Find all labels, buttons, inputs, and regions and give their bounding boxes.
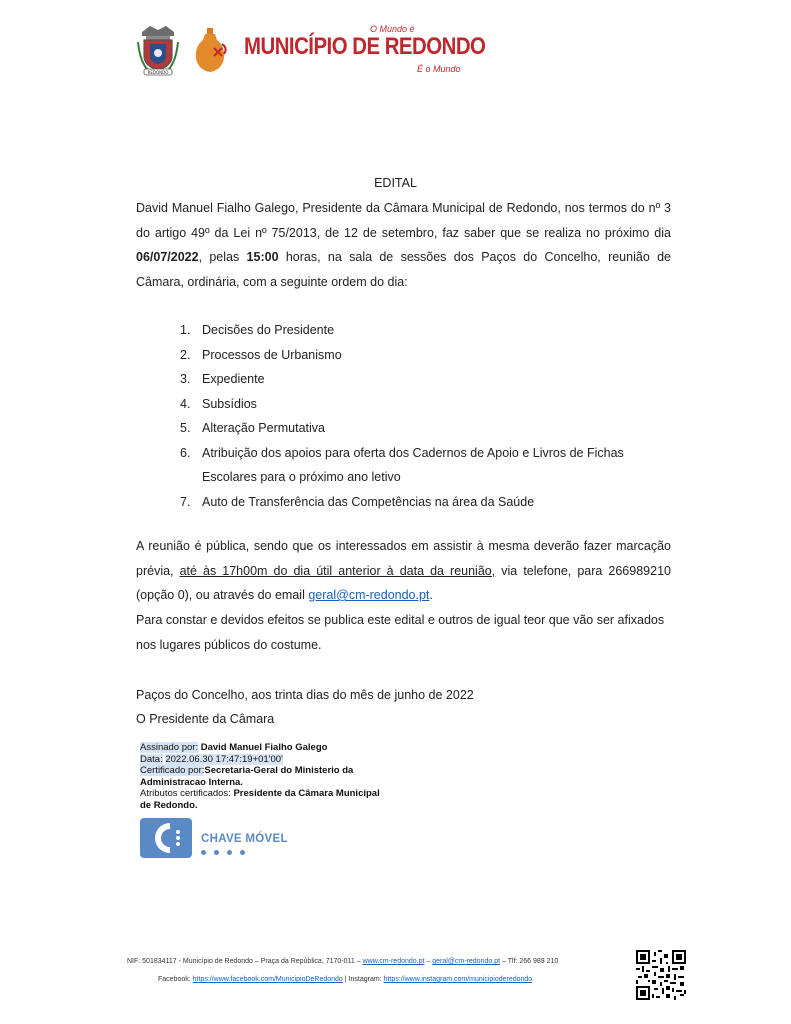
agenda-item <box>180 367 672 392</box>
footer-email-link[interactable]: geral@cm-redondo.pt <box>432 958 501 965</box>
agenda-item-text: Subsídios <box>202 396 257 411</box>
agenda-item-text: Auto de Transferência das Competências na área da Saúde <box>202 494 535 509</box>
meeting-time: 15:00 <box>246 250 279 264</box>
certified-label: Certificado por: <box>140 765 205 776</box>
signer-role: O Presidente da Câmara <box>136 712 275 726</box>
agenda-item <box>180 318 672 343</box>
intro-text-part3: horas, na sala de sessões dos Paços do Concelho, reunião de Câmara, ordinária, com a seguinte ordem do dia: <box>136 250 671 289</box>
meeting-date: 06/07/2022 <box>136 250 199 264</box>
footer-instagram-link[interactable]: https://www.instagram.com/municipioderedondo <box>383 976 533 983</box>
public-text-part3: . <box>429 588 433 602</box>
brand-tagline-top: O Mundo é <box>370 24 415 34</box>
agenda-item-number: 1. <box>180 323 191 337</box>
agenda-item-number: 3. <box>180 372 191 386</box>
closing-paragraph: Para constar e devidos efeitos se publica este edital e outros de igual teor que vão ser afixados nos lugares públicos do costume. <box>136 613 665 652</box>
brand-tagline-bottom: É o Mundo <box>417 64 461 74</box>
svg-text:REDONDO: REDONDO <box>147 70 169 75</box>
agenda-item <box>180 343 672 368</box>
intro-text-part1: David Manuel Fialho Galego, Presidente da Câmara Municipal de Redondo, nos termos do nº 3 do artigo 49º da Lei nº 75/2013, de 12 de setembro, faz saber que se realiza no próximo dia <box>136 201 671 240</box>
footer-website-link[interactable]: www.cm-redondo.pt <box>362 958 425 965</box>
agenda-item <box>180 490 672 515</box>
chave-movel-icon <box>140 818 192 858</box>
agenda-item-number: 4. <box>180 396 191 411</box>
agenda-item-number: 2. <box>180 347 191 362</box>
signed-by: David Manuel Fialho Galego <box>200 742 328 753</box>
agenda-item-number: 6. <box>180 445 191 460</box>
public-text-part2: via telefone, para 266989210 (opção 0), ou através do email <box>136 563 671 602</box>
footer-facebook-label: Facebook: <box>158 976 193 983</box>
digital-signature-block <box>140 742 380 811</box>
footer-line-social <box>158 976 532 983</box>
public-meeting-paragraph <box>136 534 671 608</box>
signed-by-label: Assinado por: <box>140 742 199 753</box>
intro-paragraph <box>136 196 671 294</box>
agenda-item-number: 7. <box>180 494 191 509</box>
crest-logo-icon <box>134 22 182 76</box>
agenda-item-text: Alteração Permutativa <box>202 421 325 435</box>
signature-date: 2022.06.30 17:47:19+01'00' <box>165 753 283 765</box>
signoff <box>136 683 474 731</box>
footer-phone: – Tlf: 266 989 210 <box>500 958 559 965</box>
footer-contact-text: NIF: 501834117 - Município de Redondo – Praça da República, 7170-011 – <box>127 958 363 965</box>
agenda-item <box>180 392 672 417</box>
date-label: Data: <box>140 753 163 765</box>
agenda-item-text: Processos de Urbanismo <box>202 347 342 362</box>
brand-name: MUNICÍPIO DE REDONDO <box>244 33 486 60</box>
agenda-item-number: 5. <box>180 421 191 435</box>
public-text-part1: A reunião é pública, sendo que os interessados em assistir à mesma deverão fazer marcação prévia, <box>136 539 671 578</box>
attributes-label: Atributos certificados: <box>140 788 231 799</box>
agenda-item <box>180 416 672 441</box>
agenda-item-text: Expediente <box>202 372 265 386</box>
agenda-item-text: Decisões do Presidente <box>202 323 335 337</box>
chave-movel-badge <box>140 818 290 860</box>
agenda-list <box>180 318 672 514</box>
qr-code-icon <box>636 950 686 1000</box>
place-date: Paços do Concelho, aos trinta dias do mês de junho de 2022 <box>136 688 474 702</box>
deadline-text: até às 17h00m do dia útil anterior à data da reunião, <box>179 563 496 578</box>
document-title: EDITAL <box>374 176 417 190</box>
chave-movel-label: CHAVE MÓVEL <box>201 833 288 845</box>
footer-facebook-link[interactable]: https://www.facebook.com/MunicipioDeRedondo <box>192 976 343 983</box>
footer-instagram-label: | Instagram: <box>342 976 384 983</box>
jug-logo-icon <box>192 26 228 74</box>
agenda-item-text: Atribuição dos apoios para oferta dos Cadernos de Apoio e Livros de Fichas Escolares para o próximo ano letivo <box>202 445 624 484</box>
intro-text-part2: , pelas <box>198 250 247 264</box>
attributes: Presidente da Câmara Municipal de Redondo. <box>140 788 380 811</box>
certified-by: Secretaria-Geral do Ministerio da Administracao Interna. <box>140 765 354 788</box>
chave-movel-dots <box>201 850 245 855</box>
municipality-header <box>134 22 486 78</box>
agenda-item <box>180 441 672 490</box>
email-link[interactable]: geral@cm-redondo.pt <box>308 588 430 602</box>
footer-separator: – <box>424 958 433 965</box>
